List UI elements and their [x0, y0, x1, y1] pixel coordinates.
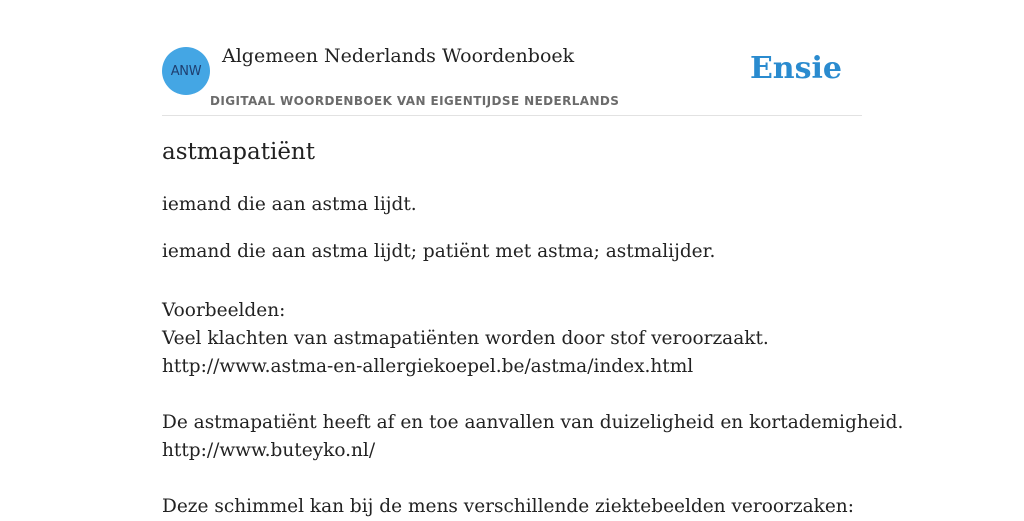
- example-sentence: Deze schimmel kan bij de mens verschillende ziektebeelden veroorzaken:: [162, 496, 854, 517]
- examples-label: Voorbeelden:: [162, 300, 286, 321]
- example-sentence: Veel klachten van astmapatiënten worden door stof veroorzaakt.: [162, 328, 769, 349]
- example-source-link[interactable]: http://www.astma-en-allergiekoepel.be/astma/index.html: [162, 356, 694, 377]
- example-source-link[interactable]: http://www.buteyko.nl/: [162, 440, 376, 461]
- example-spacer: [162, 465, 903, 493]
- entry-term: astmapatiënt: [162, 139, 315, 165]
- example-sentence: De astmapatiënt heeft af en toe aanvallen van duizeligheid en kortademigheid.: [162, 412, 904, 433]
- short-definition: iemand die aan astma lijdt.: [162, 194, 417, 215]
- logo-text: ANW: [170, 63, 202, 79]
- long-definition: iemand die aan astma lijdt; patiënt met astma; astmalijder.: [162, 241, 716, 262]
- ensie-brand-link[interactable]: Ensie: [749, 51, 842, 86]
- site-title[interactable]: Algemeen Nederlands Woordenboek: [222, 45, 575, 67]
- page-container: [162, 0, 904, 517]
- example-spacer: [162, 381, 903, 409]
- anw-logo-icon[interactable]: [162, 47, 210, 95]
- examples-section: [162, 297, 903, 521]
- header-divider: [162, 115, 862, 116]
- site-subtitle: DIGITAAL WOORDENBOEK VAN EIGENTIJDSE NEDERLANDS: [210, 94, 620, 108]
